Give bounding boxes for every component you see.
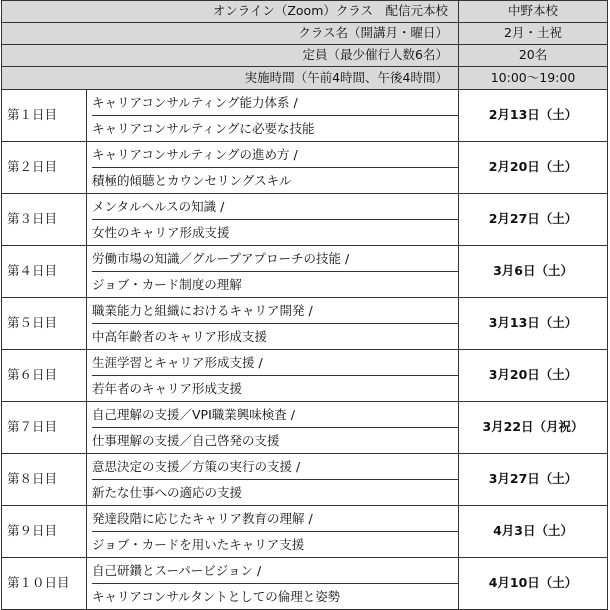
header-label: クラス名（開講月・曜日） <box>2 23 459 45</box>
session-day: 第３日目 <box>2 194 87 246</box>
session-date: 2月27日（土） <box>459 194 608 246</box>
topic-line-2: ジョブ・カード制度の理解 <box>92 271 458 297</box>
session-date: 3月20日（土） <box>459 350 608 402</box>
session-topic <box>87 506 459 558</box>
topic-line-2: 女性のキャリア形成支援 <box>92 219 458 245</box>
session-row <box>2 298 608 350</box>
topic-line-1: 発達段階に応じたキャリア教育の理解 / <box>92 511 313 526</box>
session-row <box>2 506 608 558</box>
session-date: 4月3日（土） <box>459 506 608 558</box>
topic-line-1: キャリアコンサルティング能力体系 / <box>92 95 298 110</box>
session-row <box>2 90 608 142</box>
header-label: 定員（最少催行人数6名） <box>2 45 459 67</box>
session-date: 4月10日（土） <box>459 558 608 610</box>
session-topic <box>87 350 459 402</box>
topic-line-2: 新たな仕事への適応の支援 <box>92 479 458 505</box>
session-topic <box>87 558 459 610</box>
session-day: 第１日目 <box>2 90 87 142</box>
session-topic <box>87 194 459 246</box>
topic-line-2: 若年者のキャリア形成支援 <box>92 375 458 401</box>
topic-line-1: メンタルヘルスの知識 / <box>92 199 225 214</box>
topic-line-1: キャリアコンサルティングの進め方 / <box>92 147 298 162</box>
topic-line-2: 仕事理解の支援／自己啓発の支援 <box>92 427 458 453</box>
topic-line-2: 積極的傾聴とカウンセリングスキル <box>92 167 458 193</box>
header-row-time <box>2 67 608 90</box>
topic-line-1: 自己研鑽とスーパービジョン / <box>92 563 262 578</box>
session-row <box>2 194 608 246</box>
schedule-table <box>1 0 608 610</box>
session-date: 3月27日（土） <box>459 454 608 506</box>
topic-line-2: キャリアコンサルティングに必要な技能 <box>92 115 458 141</box>
session-topic <box>87 298 459 350</box>
session-day: 第１０日目 <box>2 558 87 610</box>
topic-line-1: 生涯学習とキャリア形成支援 / <box>92 355 263 370</box>
header-label: オンライン（Zoom）クラス 配信元本校 <box>2 1 459 23</box>
topic-line-2: ジョブ・カードを用いたキャリア支援 <box>92 531 458 557</box>
session-topic <box>87 142 459 194</box>
session-row <box>2 402 608 454</box>
session-topic <box>87 402 459 454</box>
session-topic <box>87 246 459 298</box>
session-day: 第８日目 <box>2 454 87 506</box>
session-day: 第７日目 <box>2 402 87 454</box>
header-value: 中野本校 <box>459 1 608 23</box>
session-row <box>2 350 608 402</box>
header-value: 20名 <box>459 45 608 67</box>
session-date: 3月6日（土） <box>459 246 608 298</box>
session-date: 3月22日（月祝） <box>459 402 608 454</box>
topic-line-2: キャリアコンサルタントとしての倫理と姿勢 <box>92 583 458 609</box>
session-row <box>2 246 608 298</box>
session-row <box>2 454 608 506</box>
header-value: 10:00～19:00 <box>459 67 608 90</box>
header-row-month <box>2 23 608 45</box>
header-row-capacity <box>2 45 608 67</box>
topic-line-1: 意思決定の支援／方策の実行の支援 / <box>92 459 301 474</box>
session-day: 第９日目 <box>2 506 87 558</box>
session-row <box>2 558 608 610</box>
header-label: 実施時間（午前4時間、午後4時間） <box>2 67 459 90</box>
schedule-body <box>2 1 608 610</box>
topic-line-2: 中高年齢者のキャリア形成支援 <box>92 323 458 349</box>
session-topic <box>87 454 459 506</box>
topic-line-1: 自己理解の支援／VPI職業興味検査 / <box>92 407 295 422</box>
session-day: 第５日目 <box>2 298 87 350</box>
session-day: 第６日目 <box>2 350 87 402</box>
session-row <box>2 142 608 194</box>
session-day: 第４日目 <box>2 246 87 298</box>
session-date: 3月13日（土） <box>459 298 608 350</box>
header-value: 2月・土祝 <box>459 23 608 45</box>
topic-line-1: 労働市場の知識／グループアプローチの技能 / <box>92 251 350 266</box>
session-date: 2月20日（土） <box>459 142 608 194</box>
session-topic <box>87 90 459 142</box>
session-day: 第２日目 <box>2 142 87 194</box>
header-row-class <box>2 1 608 23</box>
session-date: 2月13日（土） <box>459 90 608 142</box>
topic-line-1: 職業能力と組織におけるキャリア開発 / <box>92 303 313 318</box>
